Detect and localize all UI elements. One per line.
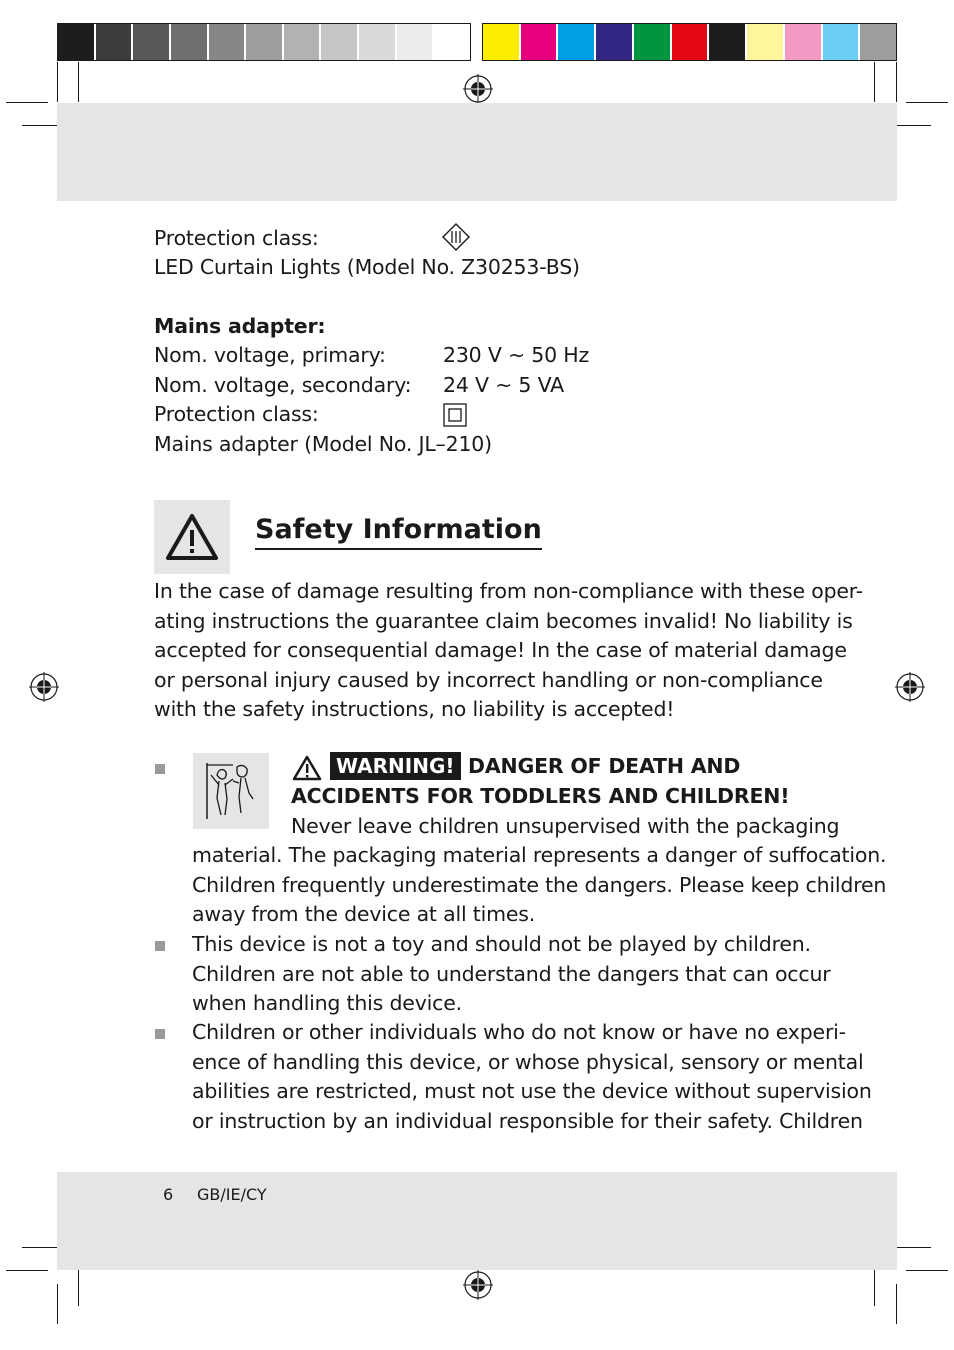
text-line: ence of handling this device, or whose physical, sensory or mental <box>192 1049 864 1074</box>
color-swatch <box>634 24 672 60</box>
color-swatch <box>672 24 710 60</box>
color-swatch <box>785 24 823 60</box>
warning-body-line: away from the device at all times. <box>192 902 536 926</box>
color-swatch <box>96 24 134 60</box>
registration-mark-icon <box>463 74 493 104</box>
color-swatch <box>521 24 559 60</box>
protection-class-iii-icon <box>441 223 471 251</box>
color-swatch <box>558 24 596 60</box>
safety-icon-box <box>154 500 230 574</box>
text-line: abilities are restricted, must not use the device without supervision <box>192 1079 872 1103</box>
bullet-marker <box>155 941 165 951</box>
crop-mark <box>874 1266 875 1306</box>
warning-triangle-icon <box>292 755 322 781</box>
crop-mark <box>6 102 48 103</box>
cmyk-color-bar <box>482 23 897 61</box>
crop-mark <box>78 62 79 102</box>
color-swatch <box>284 24 322 60</box>
color-swatch <box>823 24 861 60</box>
registration-mark-icon <box>29 672 59 702</box>
primary-voltage-label: Nom. voltage, primary: <box>154 343 386 367</box>
crop-mark <box>874 62 875 102</box>
intro-paragraph <box>154 577 863 725</box>
list-item <box>192 930 830 1019</box>
crop-mark <box>57 62 58 102</box>
warning-body-line: material. The packaging material represents a danger of suffocation. <box>192 843 887 867</box>
color-swatch <box>209 24 247 60</box>
color-swatch <box>747 24 785 60</box>
protection-class-ii-icon <box>443 403 467 427</box>
text-line: ating instructions the guarantee claim becomes invalid! No liability is <box>154 608 853 633</box>
color-swatch <box>434 24 470 60</box>
region-code: GB/IE/CY <box>197 1185 267 1204</box>
text-line: or personal injury caused by incorrect handling or non-compliance <box>154 667 823 692</box>
warning-heading-line2: ACCIDENTS FOR TODDLERS AND CHILDREN! <box>291 784 790 808</box>
page-number: 6 <box>163 1185 174 1204</box>
crop-mark <box>57 1284 58 1324</box>
text-line: with the safety instructions, no liability is accepted! <box>154 697 675 721</box>
crop-mark <box>906 1270 948 1271</box>
color-swatch <box>171 24 209 60</box>
primary-voltage-value: 230 V ~ 50 Hz <box>443 343 590 367</box>
color-swatch <box>58 24 96 60</box>
warning-body-line: Never leave children unsupervised with the packaging <box>291 814 840 838</box>
crop-mark <box>78 1266 79 1306</box>
crop-mark <box>6 1270 48 1271</box>
warning-badge: WARNING! <box>330 752 461 780</box>
child-icon-box <box>193 753 269 829</box>
led-model-line: LED Curtain Lights (Model No. Z30253-BS) <box>154 255 580 279</box>
child-packaging-icon <box>193 753 269 829</box>
footer-band <box>57 1172 897 1270</box>
protection-class-label: Protection class: <box>154 226 319 250</box>
registration-mark-icon <box>895 672 925 702</box>
crop-mark <box>896 1284 897 1324</box>
text-line: Children or other individuals who do not know or have no experi- <box>192 1020 846 1044</box>
color-swatch <box>483 24 521 60</box>
color-swatch <box>596 24 634 60</box>
color-swatch <box>397 24 435 60</box>
color-swatch <box>246 24 284 60</box>
color-swatch <box>860 24 896 60</box>
color-swatch <box>359 24 397 60</box>
list-item <box>192 1018 872 1136</box>
text-line: In the case of damage resulting from non-compliance with these oper- <box>154 579 863 603</box>
registration-mark-icon <box>463 1270 493 1300</box>
color-swatch <box>321 24 359 60</box>
bullet-marker <box>155 764 165 774</box>
color-swatch <box>133 24 171 60</box>
text-line: or instruction by an individual responsible for their safety. Children <box>192 1108 863 1133</box>
text-line: accepted for consequential damage! In the case of material damage <box>154 638 847 662</box>
secondary-voltage-value: 24 V ~ 5 VA <box>443 373 564 397</box>
text-line: when handling this device. <box>192 991 462 1015</box>
protection-class-label: Protection class: <box>154 402 319 426</box>
mains-adapter-heading: Mains adapter: <box>154 314 326 338</box>
text-line: This device is not a toy and should not be played by children. <box>192 932 811 956</box>
crop-mark <box>896 62 897 102</box>
secondary-voltage-label: Nom. voltage, secondary: <box>154 373 412 397</box>
adapter-model-line: Mains adapter (Model No. JL–210) <box>154 432 492 456</box>
header-band <box>57 103 897 201</box>
warning-triangle-icon <box>154 500 230 574</box>
warning-heading-line1: DANGER OF DEATH AND <box>468 754 741 778</box>
color-swatch <box>709 24 747 60</box>
section-title: Safety Information <box>255 512 542 550</box>
warning-body-line: Children frequently underestimate the dangers. Please keep children <box>192 873 887 897</box>
crop-mark <box>906 102 948 103</box>
grayscale-color-bar <box>57 23 471 61</box>
bullet-marker <box>155 1029 165 1039</box>
text-line: Children are not able to understand the dangers that can occur <box>192 961 831 986</box>
